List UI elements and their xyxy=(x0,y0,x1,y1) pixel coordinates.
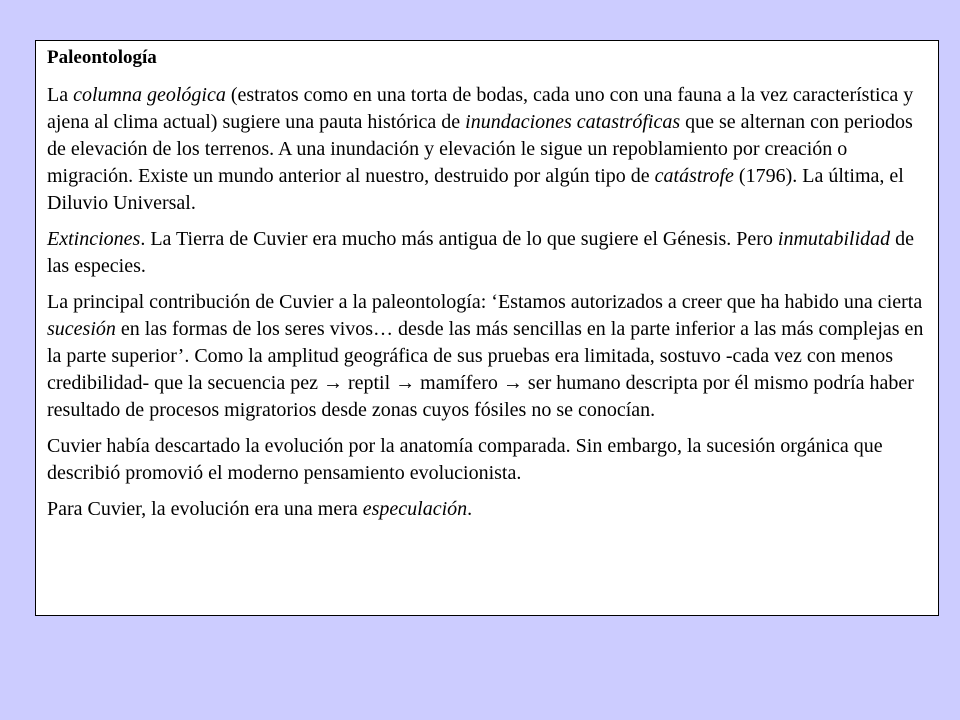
slide-title: Paleontología xyxy=(47,47,157,68)
paragraph-columna-geologica xyxy=(47,82,927,217)
text-segment: de las especies. xyxy=(47,228,915,277)
text-segment: (estratos como en una torta de bodas, cada uno con una fauna a la vez característica y ajena al clima actual) sugiere una pauta histórica de xyxy=(47,84,914,133)
italic-term: inmutabilidad xyxy=(777,228,891,250)
italic-term: especulación xyxy=(362,498,468,520)
text-segment: La xyxy=(47,84,74,106)
text-box xyxy=(35,40,939,616)
paragraph-especulacion xyxy=(47,496,927,523)
text-segment: (1796). La última, el Diluvio Universal. xyxy=(47,165,904,214)
text-segment: en las formas de los seres vivos… desde las más sencillas en la parte inferior a las más complejas en la parte superior’. Como la amplitud geográfica de sus pruebas era limitada, sostuvo -cada vez con menos credibilidad- que la secuencia pez → reptil → mamífero → ser humano descripta por él mismo podría haber resultado de procesos migratorios desde zonas cuyos fósiles no se conocían. xyxy=(47,318,924,421)
italic-term: inundaciones catastróficas xyxy=(465,111,681,133)
text-segment: Para Cuvier, la evolución era una mera xyxy=(47,498,363,520)
italic-term: sucesión xyxy=(47,318,116,340)
text-segment: . xyxy=(467,498,473,520)
paragraph-extinciones xyxy=(47,226,927,280)
italic-term: columna geológica xyxy=(73,84,226,106)
italic-term: catástrofe xyxy=(654,165,734,187)
text-segment: que se alternan con periodos de elevación de los terrenos. A una inundación y elevación le sigue un repoblamiento por creación o migración. Existe un mundo anterior al nuestro, destruido por algún tipo de xyxy=(47,111,913,187)
italic-term: Extinciones xyxy=(47,228,141,250)
text-segment: . La Tierra de Cuvier era mucho más antigua de lo que sugiere el Génesis. Pero xyxy=(140,228,778,250)
text-segment: Cuvier había descartado la evolución por la anatomía comparada. Sin embargo, la sucesión orgánica que describió promovió el moderno pensamiento evolucionista. xyxy=(47,435,883,484)
paragraph-anatomia-comparada xyxy=(47,433,927,487)
paragraph-contribucion xyxy=(47,289,927,424)
text-segment: La principal contribución de Cuvier a la paleontología: ‘Estamos autorizados a creer que ha habido una cierta xyxy=(47,291,923,313)
